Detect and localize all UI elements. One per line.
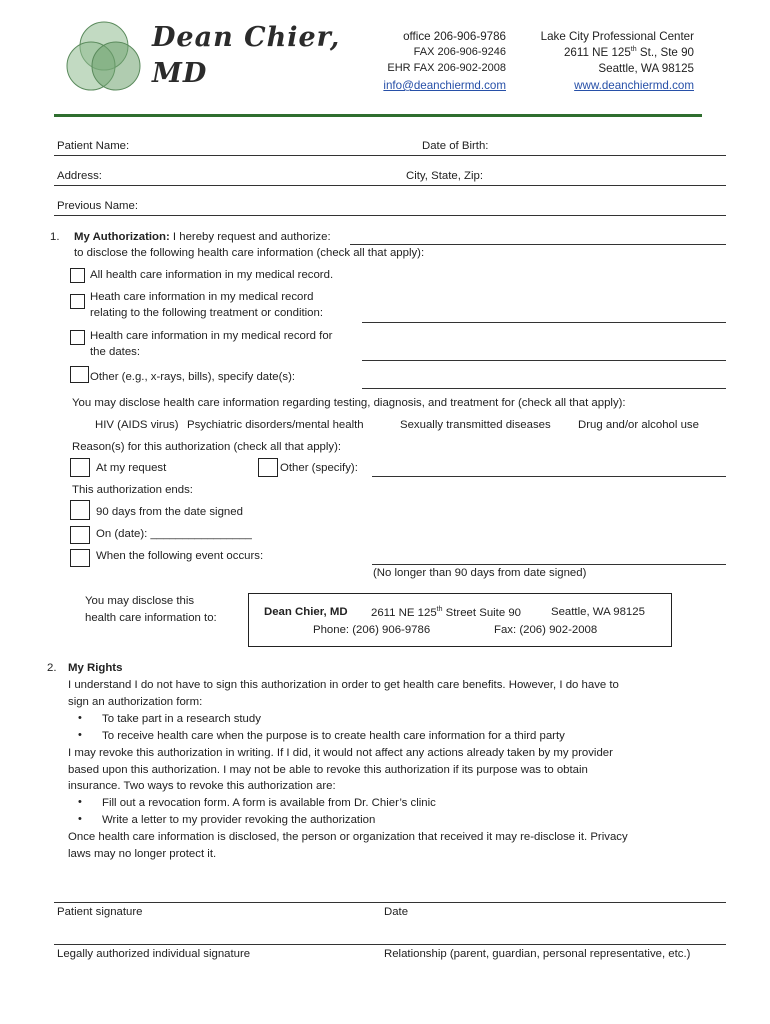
rights-p3-line1: Once health care information is disclosed, the person or organization that received it may re-disclose it. Privacy: [68, 831, 628, 843]
legal-signature-label: Legally authorized individual signature: [57, 948, 251, 960]
recipient-address: 2611 NE 125th Street Suite 90: [371, 606, 522, 619]
opt-treat-label-2: relating to the following treatment or condition:: [90, 307, 324, 319]
recipient-name: Dean Chier, MD: [264, 606, 348, 618]
opt-other-label: Other (e.g., x-rays, bills), specify date(s):: [90, 371, 296, 383]
previous-name-line[interactable]: [54, 215, 726, 216]
treatment-line[interactable]: [362, 322, 726, 323]
other-line[interactable]: [362, 388, 726, 389]
recipient-box: [248, 593, 672, 647]
opt-dates-label-1: Health care information in my medical record for: [90, 330, 333, 342]
bullet-3: •: [78, 796, 82, 808]
reason-other-label: Other (specify):: [280, 462, 358, 474]
patient-name-label: Patient Name:: [57, 140, 130, 152]
patient-signature-line[interactable]: [54, 902, 726, 903]
previous-name-label: Previous Name:: [57, 200, 139, 212]
checkbox-dates[interactable]: [70, 330, 85, 345]
address-line[interactable]: [54, 185, 726, 186]
opt-all-label: All health care information in my medical record.: [90, 269, 334, 281]
office-phone: office 206-906-9786: [403, 30, 506, 43]
website-link[interactable]: www.deanchiermd.com: [574, 79, 694, 92]
disclose-to-label-1: You may disclose this: [85, 595, 195, 607]
rights-bullet-1: To take part in a research study: [102, 713, 261, 725]
rights-p2-line3: insurance. Two ways to revoke this authorization are:: [68, 780, 336, 792]
opt-dates-label-2: the dates:: [90, 346, 141, 358]
section1-number: 1.: [50, 231, 60, 243]
recipient-phone: Phone: (206) 906-9786: [313, 624, 431, 636]
end-on-label: On (date): ________________: [96, 528, 252, 540]
center-street: 2611 NE 125th St., Ste 90: [563, 46, 694, 59]
checkbox-other[interactable]: [70, 366, 89, 383]
reason-request-label: At my request: [96, 462, 167, 474]
end-event-label: When the following event occurs:: [96, 550, 264, 562]
reason-other-line[interactable]: [372, 476, 726, 477]
dob-label: Date of Birth:: [422, 140, 489, 152]
opt-treat-label-1: Heath care information in my medical record: [90, 291, 314, 303]
rights-p3-line2: laws may no longer protect it.: [68, 848, 217, 860]
checkbox-end-on-date[interactable]: [70, 526, 90, 544]
rights-bullet-2: To receive health care when the purpose is to create health care information for a third party: [102, 730, 565, 742]
rights-bullet-4: Write a letter to my provider revoking the authorization: [102, 814, 376, 826]
checkbox-treatment[interactable]: [70, 294, 85, 309]
rights-p1-line2: sign an authorization form:: [68, 696, 203, 708]
disclose-to-label-2: health care information to:: [85, 612, 217, 624]
end-event-line[interactable]: [372, 564, 726, 565]
section1-heading: My Authorization: I hereby request and authorize:: [74, 231, 331, 243]
center-city: Seattle, WA 98125: [598, 62, 694, 75]
category-psych: Psychiatric disorders/mental health: [187, 419, 364, 431]
relationship-label: Relationship (parent, guardian, personal representative, etc.): [384, 948, 691, 960]
rights-bullet-3: Fill out a revocation form. A form is available from Dr. Chier’s clinic: [102, 797, 436, 809]
city-state-zip-label: City, State, Zip:: [406, 170, 484, 182]
patient-signature-label: Patient signature: [57, 906, 143, 918]
checkbox-end-90-days[interactable]: [70, 500, 90, 520]
address-label: Address:: [57, 170, 102, 182]
category-drug: Drug and/or alcohol use: [578, 419, 699, 431]
date-label: Date: [384, 906, 409, 918]
logo-circles: [64, 14, 144, 102]
patient-name-line[interactable]: [54, 155, 726, 156]
recipient-fax: Fax: (206) 902-2008: [494, 624, 598, 636]
recipient-city: Seattle, WA 98125: [551, 606, 645, 618]
disclose-categories-text: You may disclose health care information regarding testing, diagnosis, and treatment for (check all that apply):: [72, 397, 626, 409]
center-name: Lake City Professional Center: [540, 30, 694, 43]
checkbox-reason-other[interactable]: [258, 458, 278, 477]
checkbox-end-event[interactable]: [70, 549, 90, 567]
ends-label: This authorization ends:: [72, 484, 193, 496]
email-link[interactable]: info@deanchiermd.com: [383, 79, 506, 92]
section2-title: My Rights: [68, 662, 123, 674]
authorize-line[interactable]: [350, 244, 726, 245]
bullet-2: •: [78, 729, 82, 741]
logo-credential: MD: [152, 58, 208, 89]
section2-number: 2.: [47, 662, 57, 674]
bullet-1: •: [78, 712, 82, 724]
dates-line[interactable]: [362, 360, 726, 361]
ehr-fax-number: EHR FAX 206-902-2008: [387, 62, 506, 74]
rights-p2-line1: I may revoke this authorization in writing. If I did, it would not affect any actions already taken by my provider: [68, 747, 613, 759]
reasons-label: Reason(s) for this authorization (check all that apply):: [72, 441, 342, 453]
category-std: Sexually transmitted diseases: [400, 419, 551, 431]
rights-p1-line1: I understand I do not have to sign this authorization in order to get health care benefits. However, I do have to: [68, 679, 619, 691]
category-hiv: HIV (AIDS virus): [95, 419, 179, 431]
legal-signature-line[interactable]: [54, 944, 726, 945]
end-90-label: 90 days from the date signed: [96, 506, 243, 518]
bullet-4: •: [78, 813, 82, 825]
rights-p2-line2: based upon this authorization. I may not be able to revoke this authorization if its purpose was to obtain: [68, 764, 588, 776]
section1-intro2: to disclose the following health care information (check all that apply):: [74, 247, 425, 259]
header-divider: [54, 114, 702, 117]
logo-name: Dean Chier,: [152, 22, 341, 53]
fax-number: FAX 206-906-9246: [413, 46, 506, 58]
checkbox-all-records[interactable]: [70, 268, 85, 283]
no-longer-note: (No longer than 90 days from date signed): [373, 567, 587, 579]
checkbox-at-my-request[interactable]: [70, 458, 90, 477]
